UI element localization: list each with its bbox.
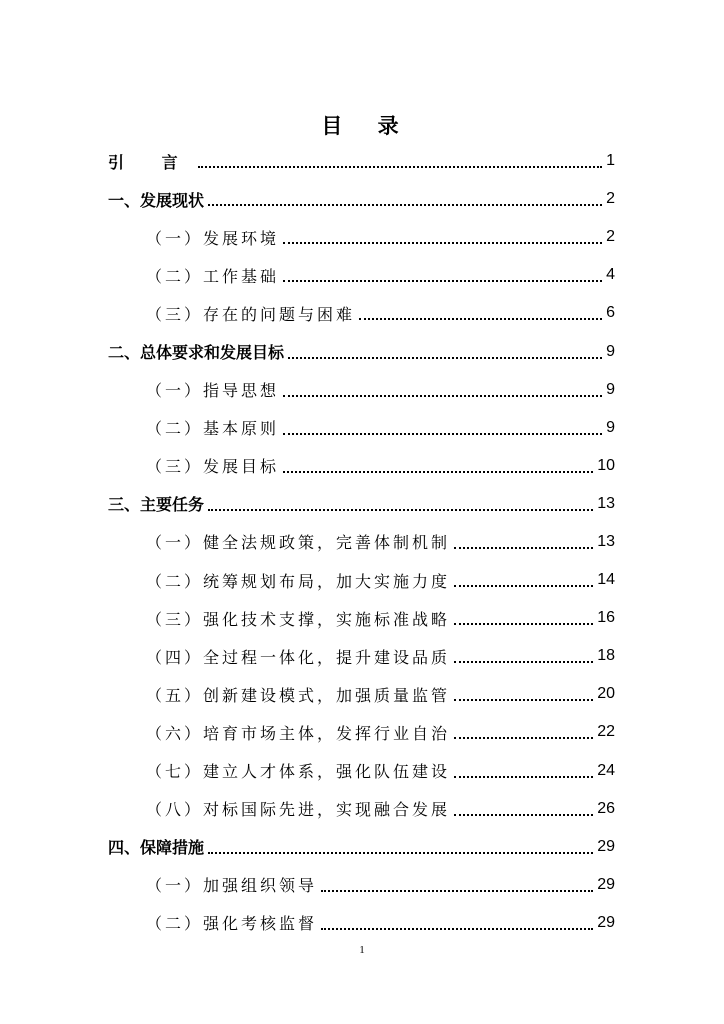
toc-entry-label: （一）发展环境: [146, 228, 280, 248]
toc-dot-leader: [359, 318, 602, 320]
toc-entry[interactable]: [108, 294, 615, 332]
toc-entry-label: （三）发展目标: [146, 457, 280, 477]
toc-entry-label: （二）统筹规划布局，加大实施力度: [146, 571, 451, 591]
toc-dot-leader: [454, 661, 593, 663]
toc-entry-label: 三、主要任务: [108, 495, 205, 515]
toc-entry[interactable]: [108, 675, 615, 713]
toc-entry[interactable]: [108, 523, 615, 561]
toc-entry[interactable]: [108, 485, 615, 523]
toc-entry[interactable]: [108, 256, 615, 294]
toc-entry-page-number: 20: [597, 685, 615, 703]
toc-entry[interactable]: [108, 599, 615, 637]
toc-entry-label: （四）全过程一体化，提升建设品质: [146, 647, 451, 667]
toc-entry-page-number: 24: [597, 761, 615, 779]
toc-entry-label: （一）加强组织领导: [146, 876, 318, 896]
toc-entry[interactable]: [108, 180, 615, 218]
toc-title: 目 录: [321, 114, 413, 138]
toc-entry-page-number: 9: [606, 380, 615, 398]
toc-entry[interactable]: [108, 866, 615, 904]
toc-dot-leader: [454, 814, 593, 816]
toc-entry-page-number: 16: [597, 609, 615, 627]
toc-entry-page-number: 29: [597, 875, 615, 893]
footer-page-number: 1: [359, 944, 365, 956]
toc-entry[interactable]: [108, 904, 615, 942]
toc-dot-leader: [283, 242, 602, 244]
toc-entry-page-number: 4: [606, 266, 615, 284]
toc-entry-page-number: 1: [606, 152, 615, 170]
toc-entry-page-number: 18: [597, 647, 615, 665]
toc-entry-label: 引 言: [108, 152, 194, 172]
toc-entry-label: （二）工作基础: [146, 266, 280, 286]
toc-entry-page-number: 26: [597, 799, 615, 817]
toc-entry-label: 二、总体要求和发展目标: [108, 343, 285, 363]
toc-entry-page-number: 10: [597, 456, 615, 474]
toc-dot-leader: [454, 547, 593, 549]
toc-entry-page-number: 22: [597, 723, 615, 741]
toc-entry-label: 一、发展现状: [108, 190, 205, 210]
toc-entry[interactable]: [108, 409, 615, 447]
toc-entry-page-number: 29: [597, 913, 615, 931]
toc-entry-label: （六）培育市场主体，发挥行业自治: [146, 723, 451, 743]
toc-entry-label: （一）健全法规政策，完善体制机制: [146, 533, 451, 553]
toc-dot-leader: [208, 852, 593, 854]
toc-dot-leader: [454, 737, 593, 739]
toc-dot-leader: [454, 776, 593, 778]
toc-dot-leader: [454, 585, 593, 587]
toc-dot-leader: [321, 890, 593, 892]
toc-entry-page-number: 9: [606, 418, 615, 436]
toc-entry-page-number: 13: [597, 494, 615, 512]
toc-entry-page-number: 2: [606, 190, 615, 208]
toc-entry[interactable]: [108, 637, 615, 675]
toc-entry-page-number: 2: [606, 228, 615, 246]
toc-entry[interactable]: [108, 790, 615, 828]
toc-entry-label: 四、保障措施: [108, 838, 205, 858]
toc-entry-page-number: 9: [606, 342, 615, 360]
toc-dot-leader: [208, 204, 602, 206]
toc-entry-page-number: 6: [606, 304, 615, 322]
toc-dot-leader: [454, 699, 593, 701]
toc-dot-leader: [321, 928, 593, 930]
toc-dot-leader: [283, 395, 602, 397]
toc-entry[interactable]: [108, 142, 615, 180]
toc-entry[interactable]: [108, 561, 615, 599]
toc-entry-label: （八）对标国际先进，实现融合发展: [146, 800, 451, 820]
toc-entry-label: （二）基本原则: [146, 419, 280, 439]
toc-entry-label: （三）强化技术支撑，实施标准战略: [146, 609, 451, 629]
toc-dot-leader: [283, 280, 602, 282]
toc-dot-leader: [198, 166, 603, 168]
toc-entry[interactable]: [108, 713, 615, 751]
toc-dot-leader: [208, 509, 593, 511]
toc-entry-page-number: 14: [597, 571, 615, 589]
toc-entry-page-number: 29: [597, 837, 615, 855]
toc-dot-leader: [454, 623, 593, 625]
toc-entry-label: （七）建立人才体系，强化队伍建设: [146, 762, 451, 782]
toc-dot-leader: [283, 433, 602, 435]
toc-entry[interactable]: [108, 447, 615, 485]
toc-entry[interactable]: [108, 752, 615, 790]
toc-entry-page-number: 13: [597, 532, 615, 550]
toc-entry[interactable]: [108, 371, 615, 409]
toc-entry-label: （三）存在的问题与困难: [146, 304, 356, 324]
toc-entry[interactable]: [108, 332, 615, 370]
toc-dot-leader: [288, 357, 602, 359]
toc-dot-leader: [283, 471, 593, 473]
toc-entry-label: （一）指导思想: [146, 381, 280, 401]
toc-list: [108, 142, 615, 942]
toc-entry[interactable]: [108, 218, 615, 256]
toc-entry-label: （五）创新建设模式，加强质量监管: [146, 685, 451, 705]
toc-entry[interactable]: [108, 828, 615, 866]
toc-entry-label: （二）强化考核监督: [146, 914, 318, 934]
